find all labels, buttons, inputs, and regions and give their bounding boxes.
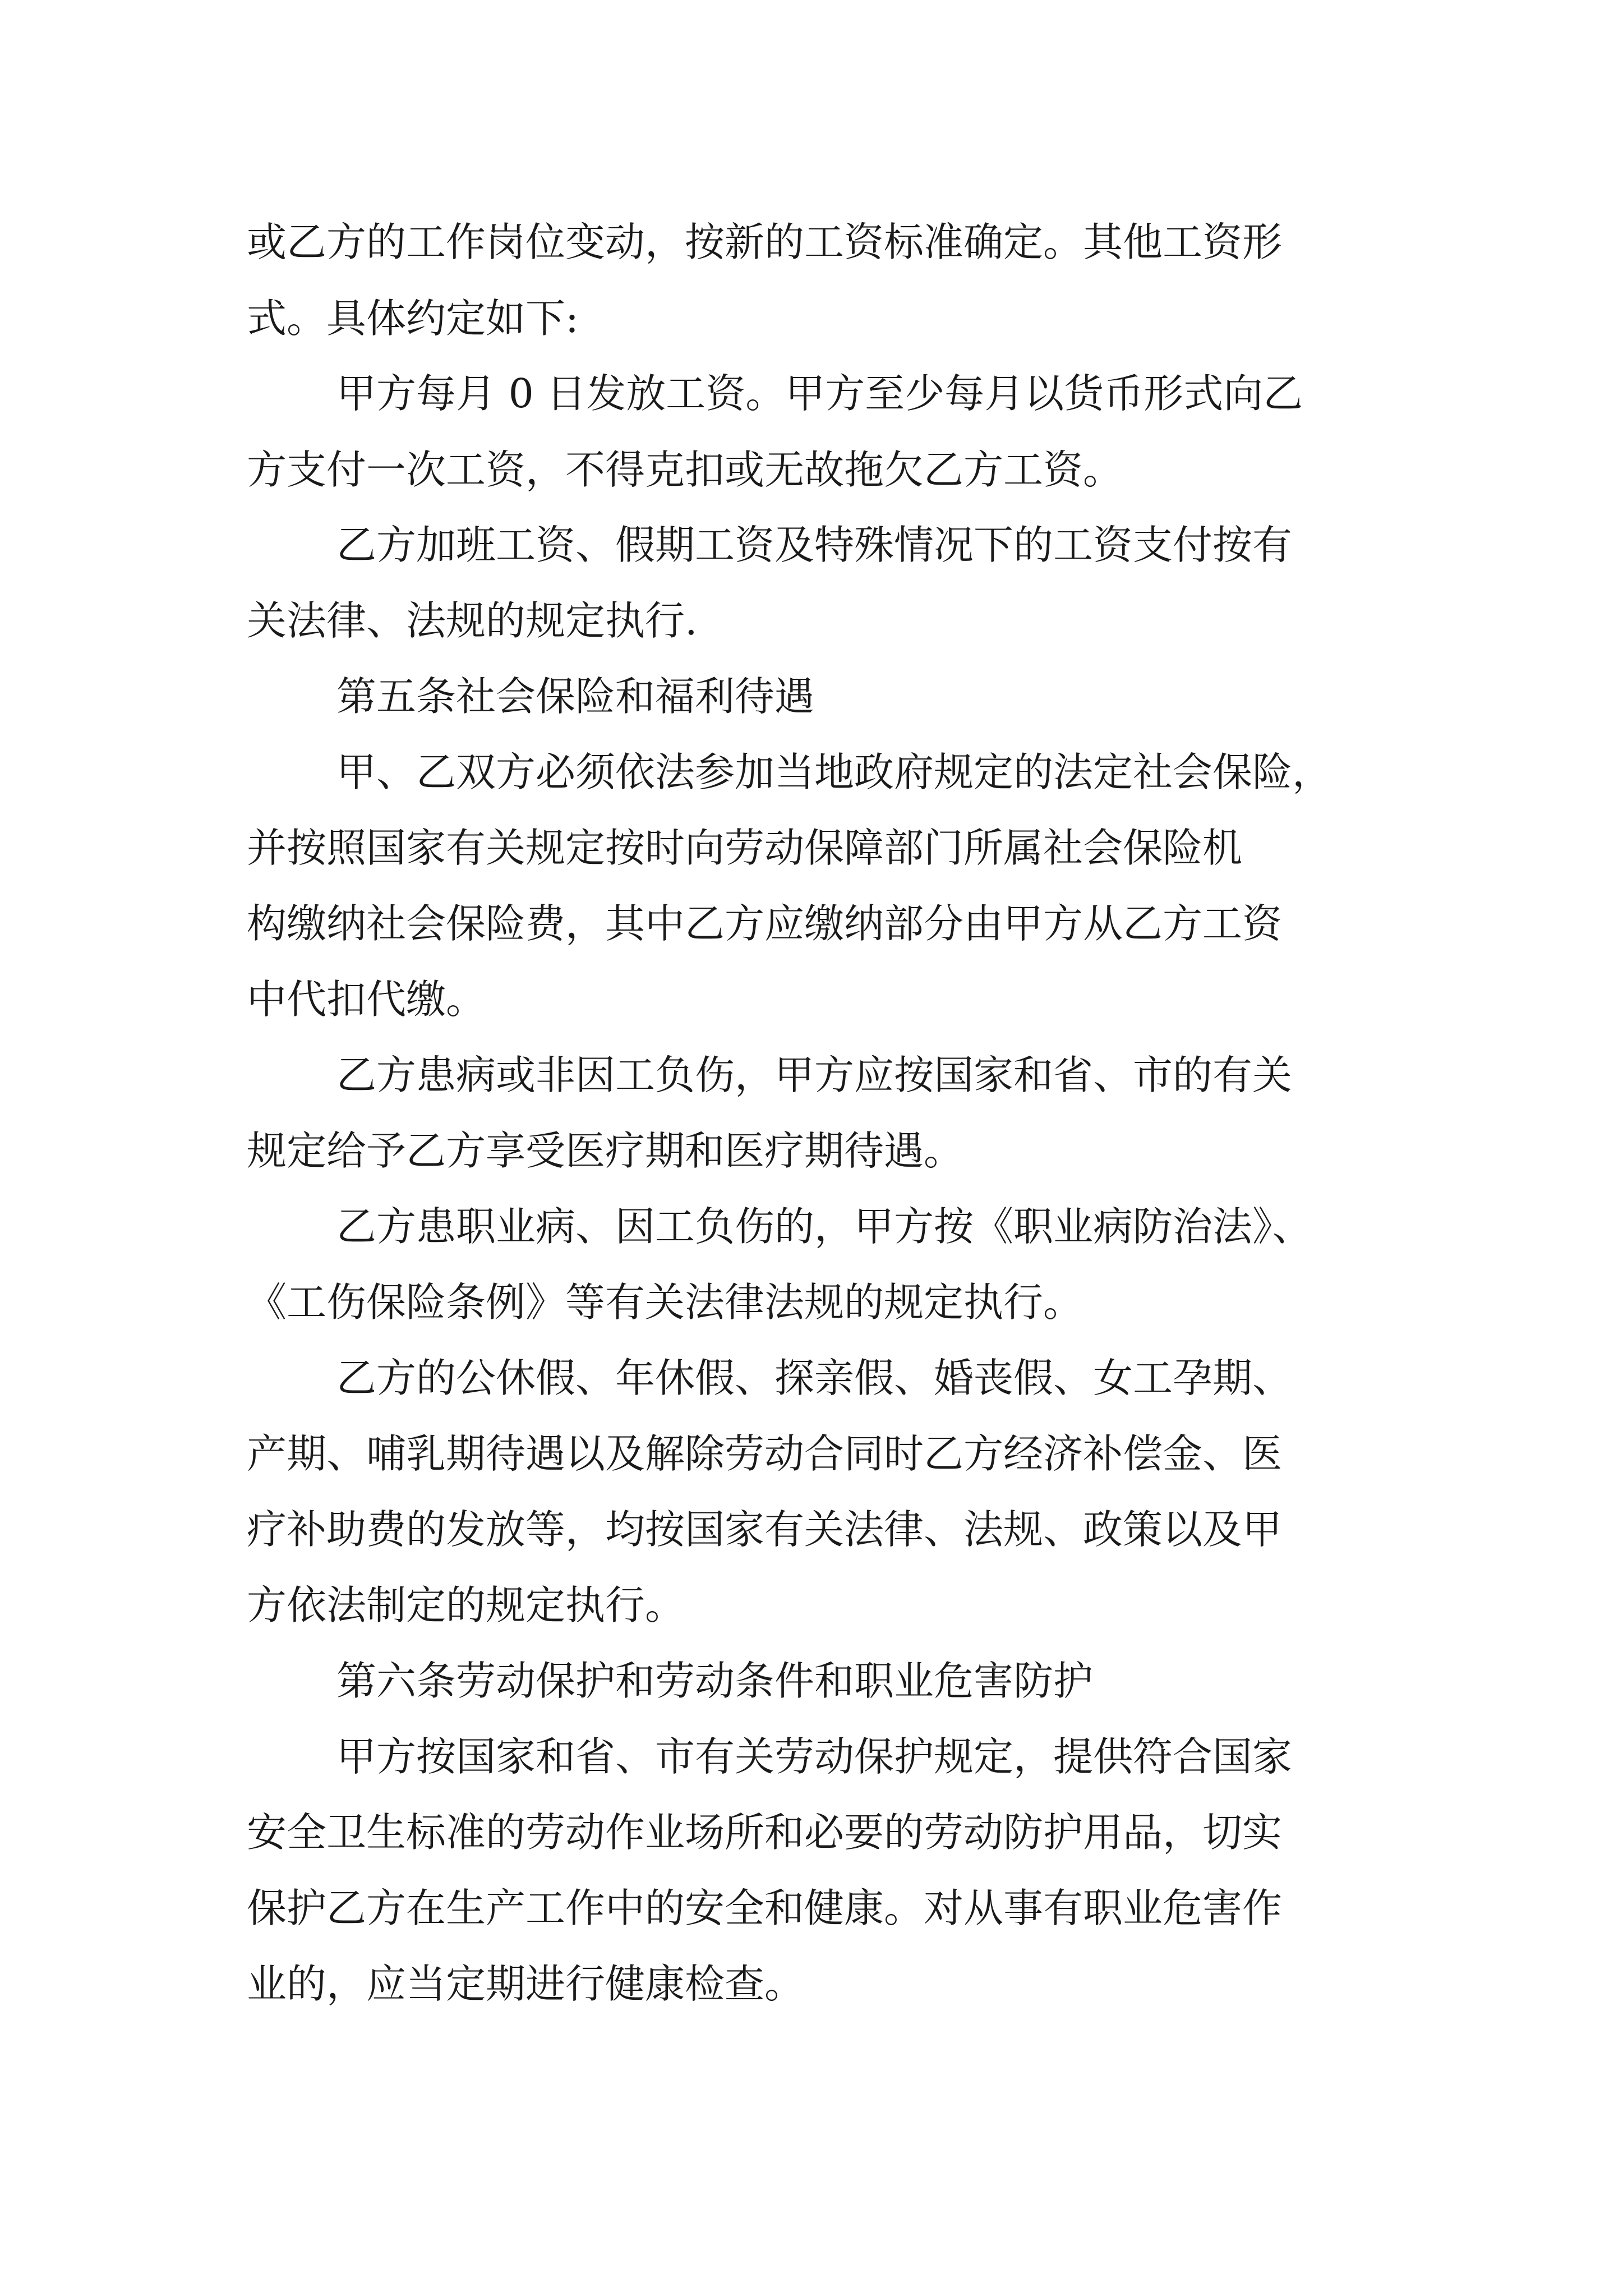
- text-line: 甲、乙双方必须依法参加当地政府规定的法定社会保险，: [336, 749, 1332, 795]
- text-line: 构缴纳社会保险费，其中乙方应缴纳部分由甲方从乙方工资: [247, 900, 1283, 947]
- text-line: 安全卫生标准的劳动作业场所和必要的劳动防护用品，切实: [247, 1809, 1283, 1856]
- text-line: 规定给予乙方享受医疗期和医疗期待遇。: [247, 1128, 964, 1174]
- text-line: 甲方按国家和省、市有关劳动保护规定，提供符合国家: [336, 1733, 1293, 1780]
- text-line: 乙方患职业病、因工负伤的，甲方按《职业病防治法》、: [336, 1203, 1312, 1250]
- text-line: 保护乙方在生产工作中的安全和健康。对从事有职业危害作: [247, 1885, 1283, 1931]
- text-line: 或乙方的工作岗位变动，按新的工资标准确定。其他工资形: [247, 219, 1283, 265]
- text-line: 方依法制定的规定执行。: [247, 1582, 685, 1628]
- text-line: 甲方每月 0 日发放工资。甲方至少每月以货币形式向乙: [336, 370, 1303, 417]
- text-line: 乙方的公休假、年休假、探亲假、婚丧假、女工孕期、: [336, 1355, 1293, 1401]
- text-line: 产期、哺乳期待遇以及解除劳动合同时乙方经济补偿金、医: [247, 1430, 1283, 1477]
- text-line: 《工伤保险条例》等有关法律法规的规定执行。: [247, 1279, 1083, 1326]
- text-line: 并按照国家有关规定按时向劳动保障部门所属社会保险机: [247, 825, 1243, 871]
- section-heading: 第六条劳动保护和劳动条件和职业危害防护: [336, 1658, 1094, 1704]
- text-line: 业的，应当定期进行健康检查。: [247, 1961, 805, 2007]
- text-line: 中代扣代缴。: [247, 976, 486, 1023]
- text-line: 方支付一次工资，不得克扣或无故拖欠乙方工资。: [247, 447, 1123, 493]
- section-heading: 第五条社会保险和福利待遇: [336, 673, 815, 720]
- text-line: 关法律、法规的规定执行.: [247, 597, 698, 644]
- text-line: 乙方患病或非因工负伤，甲方应按国家和省、市的有关: [336, 1052, 1293, 1098]
- text-line: 疗补助费的发放等，均按国家有关法律、法规、政策以及甲: [247, 1506, 1283, 1553]
- text-line: 式。具体约定如下:: [247, 295, 579, 342]
- text-line: 乙方加班工资、假期工资及特殊情况下的工资支付按有: [336, 522, 1293, 568]
